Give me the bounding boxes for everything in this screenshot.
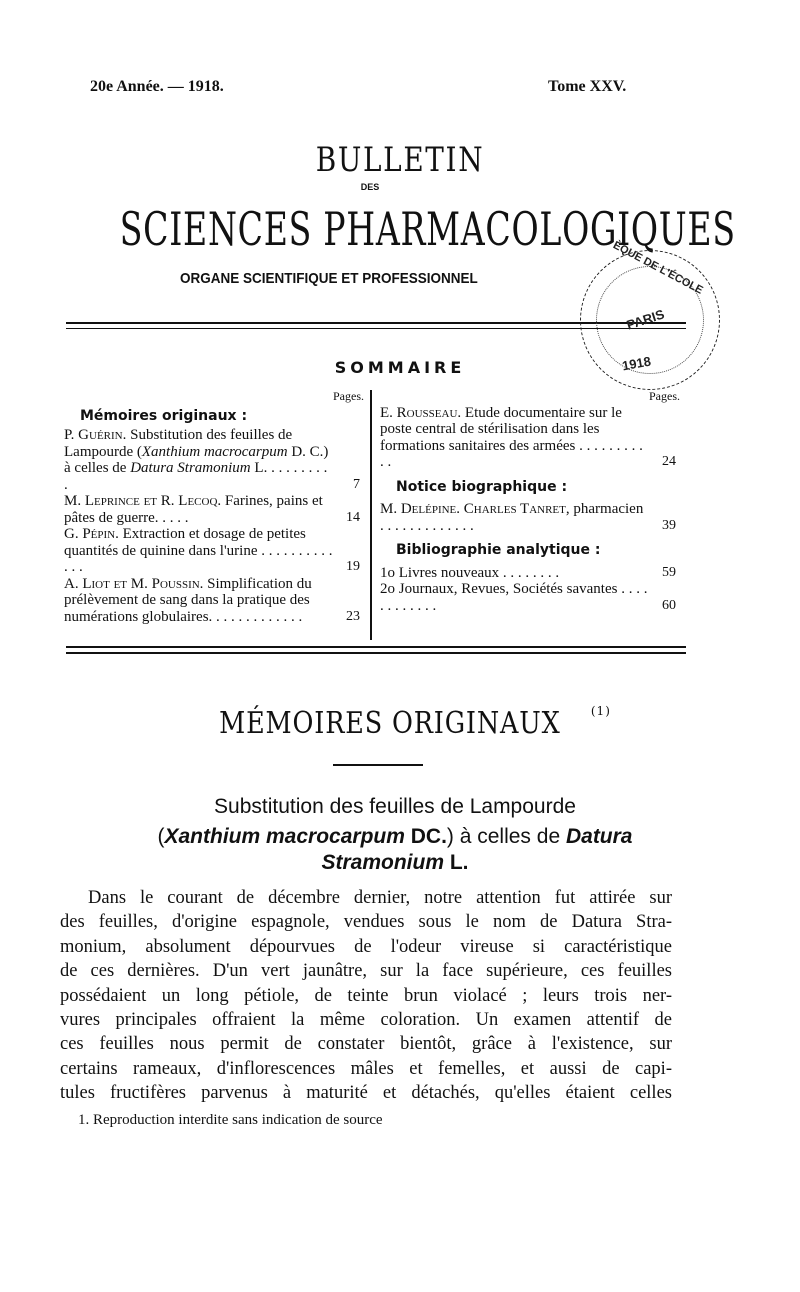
body-line: tules fructifères parvenus à maturité et détachés, qu'elles étaient celles [60, 1083, 672, 1104]
article-title-line1: Substitution des feuilles de Lampourde [214, 795, 576, 818]
article-title-species: Xanthium macrocarpum [164, 825, 405, 848]
footnote: 1. Reproduction interdite sans indication de source [78, 1112, 383, 1128]
journal-subtitle: ORGANE SCIENTIFIQUE ET PROFESSIONNEL [180, 270, 478, 287]
article-title-authority2: L. [444, 851, 469, 874]
article-title-paren: ( [157, 825, 165, 848]
section-heading-bibliographie: Bibliographie analytique : [396, 542, 601, 558]
toc-page: 23 [346, 608, 360, 624]
article-title-genus: Datura [565, 825, 633, 848]
toc-page: 39 [662, 517, 676, 533]
header-year: 20e Année. — 1918. [90, 78, 224, 95]
toc-text-italic: Datura Stramonium [130, 460, 251, 476]
body-line: de ces dernières. D'un vert jaunâtre, sur la face supérieure, ces feuilles [60, 961, 672, 982]
pages-label-left: Pages. [333, 389, 364, 403]
body-line: possédaient un long pétiole, de teinte brun violacé ; leurs trois ner- [60, 985, 672, 1006]
toc-author: M. Leprince et R. Lecoq. [64, 493, 222, 509]
toc-page: 7 [353, 476, 360, 492]
toc-text: 2o Journaux, Revues, Sociétés savantes . . . . . . . . . . . . [380, 581, 648, 614]
library-stamp-year: 1918 [620, 353, 653, 374]
toc-page: 14 [346, 509, 360, 525]
sommaire-rule-top [66, 646, 686, 648]
pages-label-right: Pages. [649, 389, 680, 403]
toc-text: Substitution des feuilles de Lampourde ( [64, 427, 293, 460]
body-line: monium, absolument dépourvues de l'odeur vireuse si caractéristique [60, 936, 672, 957]
article-title-connector: ) à celles de [446, 825, 566, 848]
toc-author: P. Guérin. [64, 427, 127, 443]
toc-entry-guerin [64, 427, 364, 493]
toc-entry-pepin [64, 526, 364, 576]
toc-author: M. Delépine. Charles Tanret, [380, 501, 570, 517]
section-heading-memoires: Mémoires originaux : [80, 407, 248, 424]
sommaire-column-divider [370, 390, 372, 640]
sommaire-rule-bottom [66, 652, 686, 654]
toc-entry-livres [380, 565, 680, 582]
toc-entry-delepine [380, 501, 680, 534]
toc-author: E. Rousseau. [380, 404, 462, 421]
toc-entry-leprince [64, 493, 364, 526]
toc-entry-journaux [380, 581, 680, 614]
toc-text: Farines, pains et pâtes de guerre. . . . . [64, 493, 323, 526]
toc-author: G. Pépin. [64, 526, 119, 542]
article-title-authority: DC. [404, 825, 447, 848]
journal-title-bulletin: BULLETIN [315, 140, 485, 180]
toc-entry-liot [64, 576, 364, 626]
toc-entry-rousseau [380, 405, 680, 471]
article-title-line3 [100, 851, 690, 875]
body-line: des feuilles, d'origine espagnole, vendues sous le nom de Datura Stra- [60, 912, 672, 933]
article-title-species2: Stramonium [321, 851, 444, 874]
journal-title-main-text: SCIENCES PHARMACOLOGIQUES [119, 202, 736, 256]
toc-page: 19 [346, 559, 360, 574]
journal-title-des: DES [360, 182, 380, 192]
toc-text: Etude documentaire sur le poste central de stérilisation dans les formations sanitaires des armées . . . . . . . . . . . [380, 404, 643, 470]
library-stamp-city: PARIS [624, 306, 667, 333]
body-line: Dans le courant de décembre dernier, notre attention fut attirée sur [88, 888, 672, 908]
toc-page: 24 [662, 454, 676, 469]
library-stamp-text: ÈQUE DE L'ÉCOLE [611, 239, 705, 297]
toc-text-italic: Xanthium macrocarpum [141, 443, 288, 460]
header-volume: Tome XXV. [548, 78, 627, 95]
toc-text: Simplification du prélèvement de sang dans la pratique des numérations globulaires. . . . . . . . . . . . . [64, 575, 312, 625]
toc-page: 59 [662, 564, 676, 580]
body-line: vures principales offraient la même coloration. Un examen attentif de [60, 1010, 672, 1031]
sommaire-left-column [64, 388, 364, 625]
article-body [60, 886, 672, 1106]
toc-text: 1o Livres nouveaux . . . . . . . . [380, 564, 560, 581]
article-title-line2 [100, 825, 690, 849]
sommaire-right-column [380, 388, 680, 614]
toc-text: D. C.) à celles de [64, 443, 329, 476]
toc-text: L. . . . . . . . . . [64, 460, 328, 493]
section-title-rule [333, 764, 423, 766]
toc-author: A. Liot et M. Poussin. [64, 575, 204, 592]
section-heading-notice: Notice biographique : [396, 478, 568, 495]
section-title [0, 704, 800, 741]
body-line: certains rameaux, d'inflorescences mâles et femelles, et aussi de capi- [60, 1058, 672, 1079]
footnote-ref: (1) [590, 704, 611, 718]
toc-text: Extraction et dosage de petites quantités de quinine dans l'urine . . . . . . . . . . . . . [64, 526, 333, 575]
sommaire-heading: SOMMAIRE [334, 358, 466, 377]
toc-text: pharmacien . . . . . . . . . . . . . [380, 501, 644, 534]
body-line: ces feuilles nous permit de constater bientôt, grâce à l'existence, sur [60, 1034, 672, 1055]
toc-page: 60 [662, 597, 676, 613]
section-title-text: MÉMOIRES ORIGINAUX [219, 706, 561, 741]
